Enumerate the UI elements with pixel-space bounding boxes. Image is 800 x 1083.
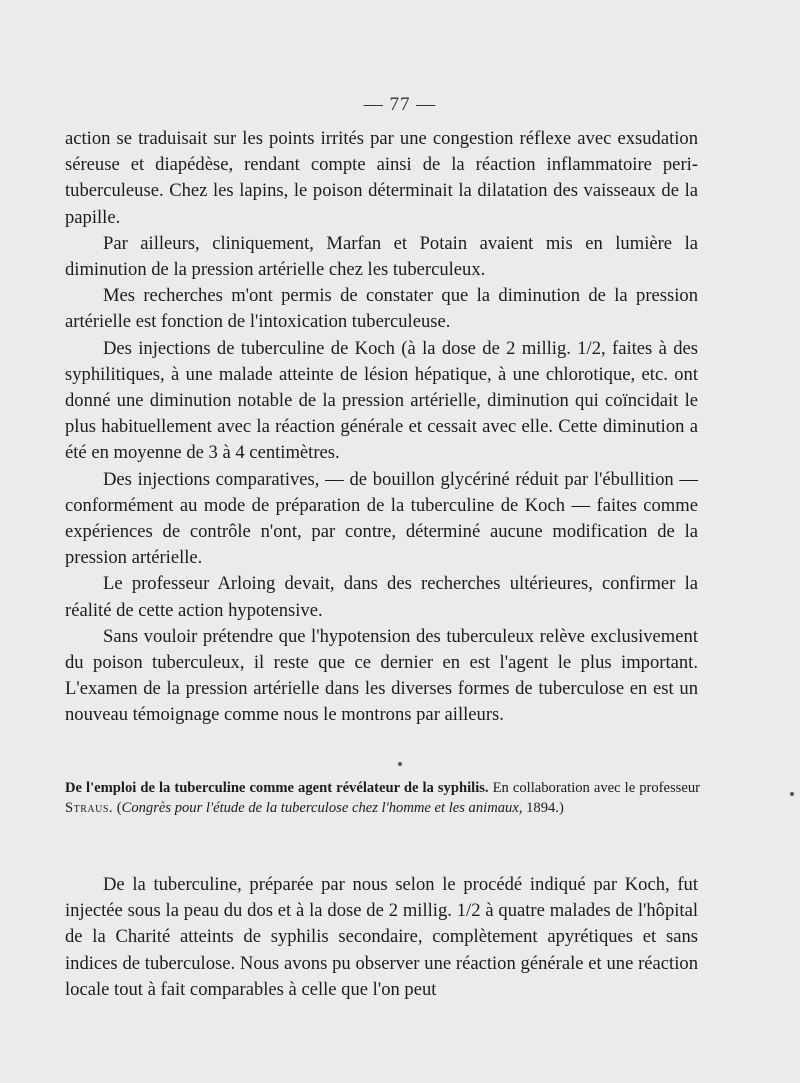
paragraph: Le professeur Arloing devait, dans des recherches ultérieures, confirmer la réalité de cette action hypotensive. xyxy=(65,573,698,621)
collaboration-prefix: En collaboration avec le professeur xyxy=(492,780,700,796)
publication-year: 1894.) xyxy=(526,799,564,816)
publication-title: De l'emploi de la tuberculine comme agent révélateur de la syphilis. xyxy=(65,780,489,796)
page-number: — 77 — xyxy=(363,94,437,115)
paragraph: Par ailleurs, cliniquement, Marfan et Potain avaient mis en lumière la diminution de la pression artérielle chez les tuberculeux. xyxy=(65,232,698,281)
paragraph: Des injections comparatives, — de bouillon glycériné réduit par l'ébullition — conformément au mode de préparation de la tuberculine de Koch — faites comme expériences de contrôle n'ont, par contre, déterminé aucune modification de la pression artérielle. xyxy=(65,468,698,569)
final-text-block xyxy=(65,872,698,1003)
publication-source: Congrès pour l'étude de la tuberculose chez l'homme et les animaux, xyxy=(121,799,523,816)
collaborator-name: Straus. xyxy=(65,799,114,816)
paragraph: Des injections de tuberculine de Koch (à la dose de 2 millig. 1/2, faites à des syphilitiques, à une malade atteinte de lésion hépatique, à une chlorotique, etc. ont donné une diminution notable de la pression artérielle, diminution qui coïncidait le plus habituellement avec la réaction générale et cessait avec elle. Cette diminution a été en moyenne de 3 à 4 centimètres. xyxy=(65,337,698,464)
ink-dot xyxy=(398,762,402,766)
main-text-block xyxy=(65,126,698,729)
source-open-paren: ( xyxy=(116,799,122,816)
paragraph: De la tuberculine, préparée par nous selon le procédé indiqué par Koch, fut injectée sous la peau du dos et à la dose de 2 millig. 1/2 à quatre malades de l'hôpital de la Charité atteints de syphilis secondaire, complètement apyrétiques et sans indices de tuberculose. Nous avons pu observer une réaction générale et une réaction locale tout à fait comparables à celle que l'on peut xyxy=(65,874,698,1000)
publication-entry xyxy=(65,779,700,818)
paragraph: Mes recherches m'ont permis de constater que la diminution de la pression artérielle est fonction de l'intoxication tuberculeuse. xyxy=(65,285,698,333)
paragraph: Sans vouloir prétendre que l'hypotension des tuberculeux relève exclusivement du poison tuberculeux, il reste que ce dernier en est l'agent le plus important. L'examen de la pression artérielle dans les diverses formes de tuberculose en est un nouveau témoignage comme nous le montrons par ailleurs. xyxy=(65,625,698,726)
margin-mark xyxy=(790,792,794,796)
paragraph: action se traduisait sur les points irrités par une congestion réflexe avec exsudation séreuse et diapédèse, rendant compte ainsi de la réaction inflammatoire peri-tuberculeuse. Chez les lapins, le poison déterminait la dilatation des vaisseaux de la papille. xyxy=(65,128,698,228)
